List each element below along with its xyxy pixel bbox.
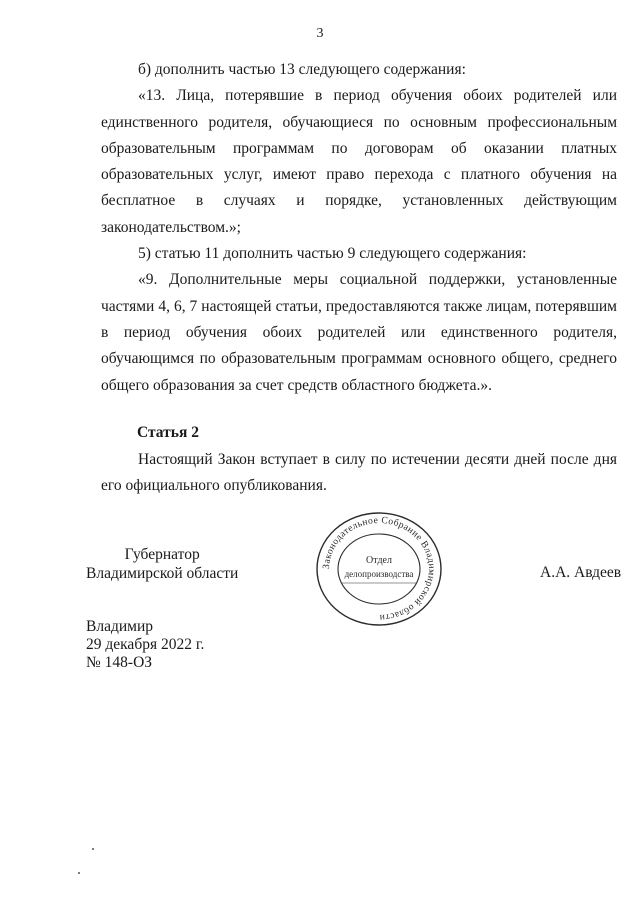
signatory-position <box>86 545 238 583</box>
footer-city: Владимир <box>86 618 153 635</box>
article-title: Статья 2 <box>137 424 199 441</box>
position-line-2: Владимирской области <box>86 565 239 582</box>
article-text: Настоящий Закон вступает в силу по истечении десяти дней после дня его официального опубликования. <box>101 451 617 495</box>
footer-number: № 148-ОЗ <box>86 654 153 671</box>
paragraph-amendment-b: б) дополнить частью 13 следующего содержания: <box>138 61 466 78</box>
stamp-center-line-2: делопроизводства <box>344 569 414 579</box>
stamp-ring-text: Законодательное Собрание Владимирской области <box>320 514 438 624</box>
scan-speck <box>92 848 94 850</box>
law-amendments <box>101 57 617 399</box>
page-number: 3 <box>316 26 324 41</box>
position-line-1: Губернатор <box>124 546 200 563</box>
official-stamp <box>314 511 444 627</box>
document-footer <box>86 618 204 672</box>
scan-speck <box>78 872 80 874</box>
paragraph-amendment-5: 5) статью 11 дополнить частью 9 следующего содержания: <box>138 245 527 263</box>
paragraph-part-13: «13. Лица, потерявшие в период обучения обоих родителей или единственного родителя, обучающиеся по основным профессиональным образовательным программам по договорам об оказании платных образовательных услуг, имеют право перехода с платного обучения на бесплатное в случаях и порядке, установленных действующим законодательством.»; <box>101 87 617 236</box>
stamp-center-line-1: Отдел <box>366 555 392 566</box>
paragraph-part-9: «9. Дополнительные меры социальной поддержки, установленные частями 4, 6, 7 настоящей статьи, предоставляются также лицам, потерявшим в период обучения обоих родителей или единственного родителя, обучающимся по образовательным программам основного общего, среднего общего образования за счет средств областного бюджета.». <box>101 271 617 394</box>
signatory-name: А.А. Авдеев <box>540 564 622 581</box>
article-body <box>101 447 617 500</box>
footer-date: 29 декабря 2022 г. <box>86 636 205 653</box>
